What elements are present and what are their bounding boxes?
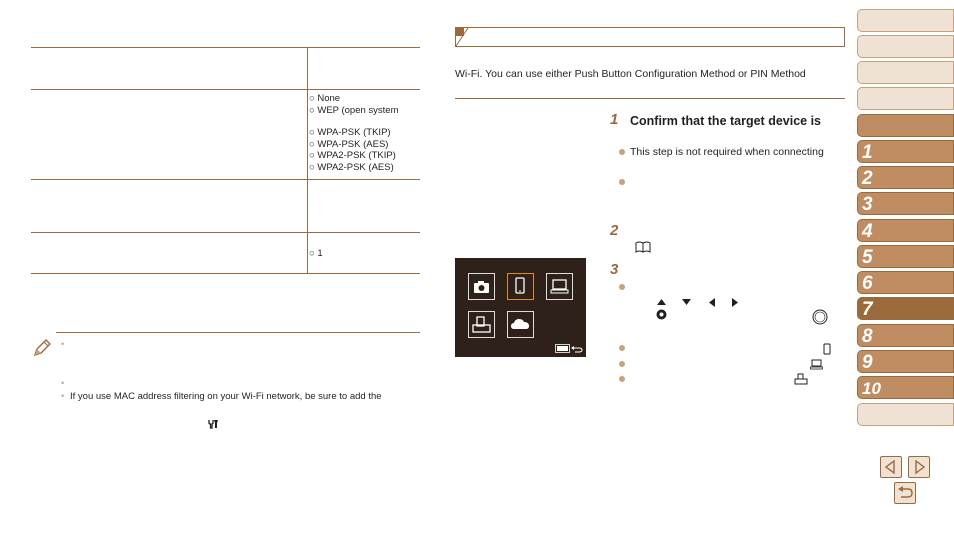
return-icon [895, 483, 915, 503]
tab-chapter-8[interactable] [857, 324, 954, 347]
section-heading-box [455, 27, 845, 47]
return-button[interactable] [894, 482, 916, 504]
step1-title: Confirm that the target device is [630, 114, 822, 128]
table-column-divider [307, 47, 308, 89]
reference-book-icon [635, 241, 651, 254]
step-bullet [619, 345, 625, 351]
tab-chapter-5[interactable] [857, 245, 954, 268]
printer-icon [469, 312, 494, 337]
table-rule [31, 232, 420, 233]
step-bullet [619, 179, 625, 185]
prev-page-icon [881, 457, 901, 477]
computer-icon [547, 274, 572, 299]
note-rule [56, 332, 420, 333]
menu-back-icon [555, 344, 584, 353]
camera-icon [469, 274, 494, 299]
device-slot-selected [507, 273, 534, 300]
security-option: ○ WPA2-PSK (AES) [309, 161, 394, 173]
step-number: 1 [610, 111, 619, 128]
heading-marker-slash [455, 27, 469, 47]
printer-icon [794, 373, 808, 385]
intro-rule [455, 98, 845, 99]
cloud-icon [508, 312, 533, 337]
step-bullet [619, 149, 625, 155]
note-bullet: • [61, 391, 65, 401]
security-option: ○ WEP (open system [309, 104, 399, 116]
tab-camera-basics[interactable] [857, 114, 954, 137]
device-slot [468, 311, 495, 338]
tab-common-operations[interactable] [857, 61, 954, 84]
chapter-number: 9 [862, 352, 873, 373]
tab-before-use[interactable] [857, 35, 954, 58]
device-slot [468, 273, 495, 300]
step1-bullet-text: This step is not required when connecting [630, 146, 824, 158]
prev-page-button[interactable] [880, 456, 902, 478]
func-set-icon [812, 309, 828, 325]
camera-screen [455, 258, 586, 357]
tab-chapter-3[interactable] [857, 192, 954, 215]
computer-icon [810, 359, 823, 370]
chapter-number: 4 [862, 221, 873, 242]
step-number: 2 [610, 222, 619, 239]
table-column-divider [307, 89, 308, 179]
tab-chapter-1[interactable] [857, 140, 954, 163]
tab-advanced-guide[interactable] [857, 87, 954, 110]
tab-chapter-4[interactable] [857, 219, 954, 242]
table-column-divider [307, 179, 308, 232]
tab-chapter-7[interactable] [857, 297, 954, 320]
device-slot [507, 311, 534, 338]
table-column-divider [307, 232, 308, 273]
device-slot [546, 273, 573, 300]
security-option: ○ WPA-PSK (AES) [309, 138, 389, 150]
tab-cover[interactable] [857, 9, 954, 32]
chapter-number: 6 [862, 273, 873, 294]
tab-chapter-10[interactable] [857, 376, 954, 399]
tab-chapter-6[interactable] [857, 271, 954, 294]
security-option: ○ None [309, 93, 341, 104]
wifi-settings-icon [208, 419, 219, 429]
chapter-number: 8 [862, 326, 873, 347]
step-number: 3 [610, 261, 619, 278]
intro-text: Wi-Fi. You can use either Push Button Configuration Method or PIN Method [455, 68, 806, 80]
table-rule [31, 47, 420, 48]
tab-chapter-2[interactable] [857, 166, 954, 189]
chapter-number: 5 [862, 247, 873, 268]
chapter-number: 7 [862, 299, 873, 320]
smartphone-icon [508, 274, 532, 298]
table-rule [31, 179, 420, 180]
right-arrow-icon [731, 297, 739, 308]
chapter-number: 3 [862, 194, 873, 215]
chapter-number: 2 [862, 168, 873, 189]
up-arrow-icon [656, 298, 667, 306]
tab-chapter-9[interactable] [857, 350, 954, 373]
note-bullet: • [61, 339, 65, 349]
tab-index[interactable] [857, 403, 954, 426]
next-page-icon [909, 457, 929, 477]
step-bullet [619, 284, 625, 290]
security-option: ○ WPA2-PSK (TKIP) [309, 150, 396, 162]
security-option: ○ WPA-PSK (TKIP) [309, 127, 391, 139]
left-arrow-icon [708, 297, 716, 308]
control-dial-icon [656, 309, 667, 320]
table-rule [31, 89, 420, 90]
note-mac-filter-text: If you use MAC address filtering on your Wi-Fi network, be sure to add the [70, 391, 382, 402]
table-rule [31, 273, 420, 274]
step-bullet [619, 361, 625, 367]
pencil-note-icon [32, 338, 52, 358]
note-bullet: • [61, 378, 65, 388]
key-index-value: ○ 1 [309, 248, 323, 259]
next-page-button[interactable] [908, 456, 930, 478]
step-bullet [619, 376, 625, 382]
chapter-number: 1 [862, 142, 873, 163]
chapter-number: 10 [862, 379, 881, 398]
smartphone-icon [823, 343, 831, 355]
security-option-list [309, 93, 399, 174]
down-arrow-icon [681, 298, 692, 306]
